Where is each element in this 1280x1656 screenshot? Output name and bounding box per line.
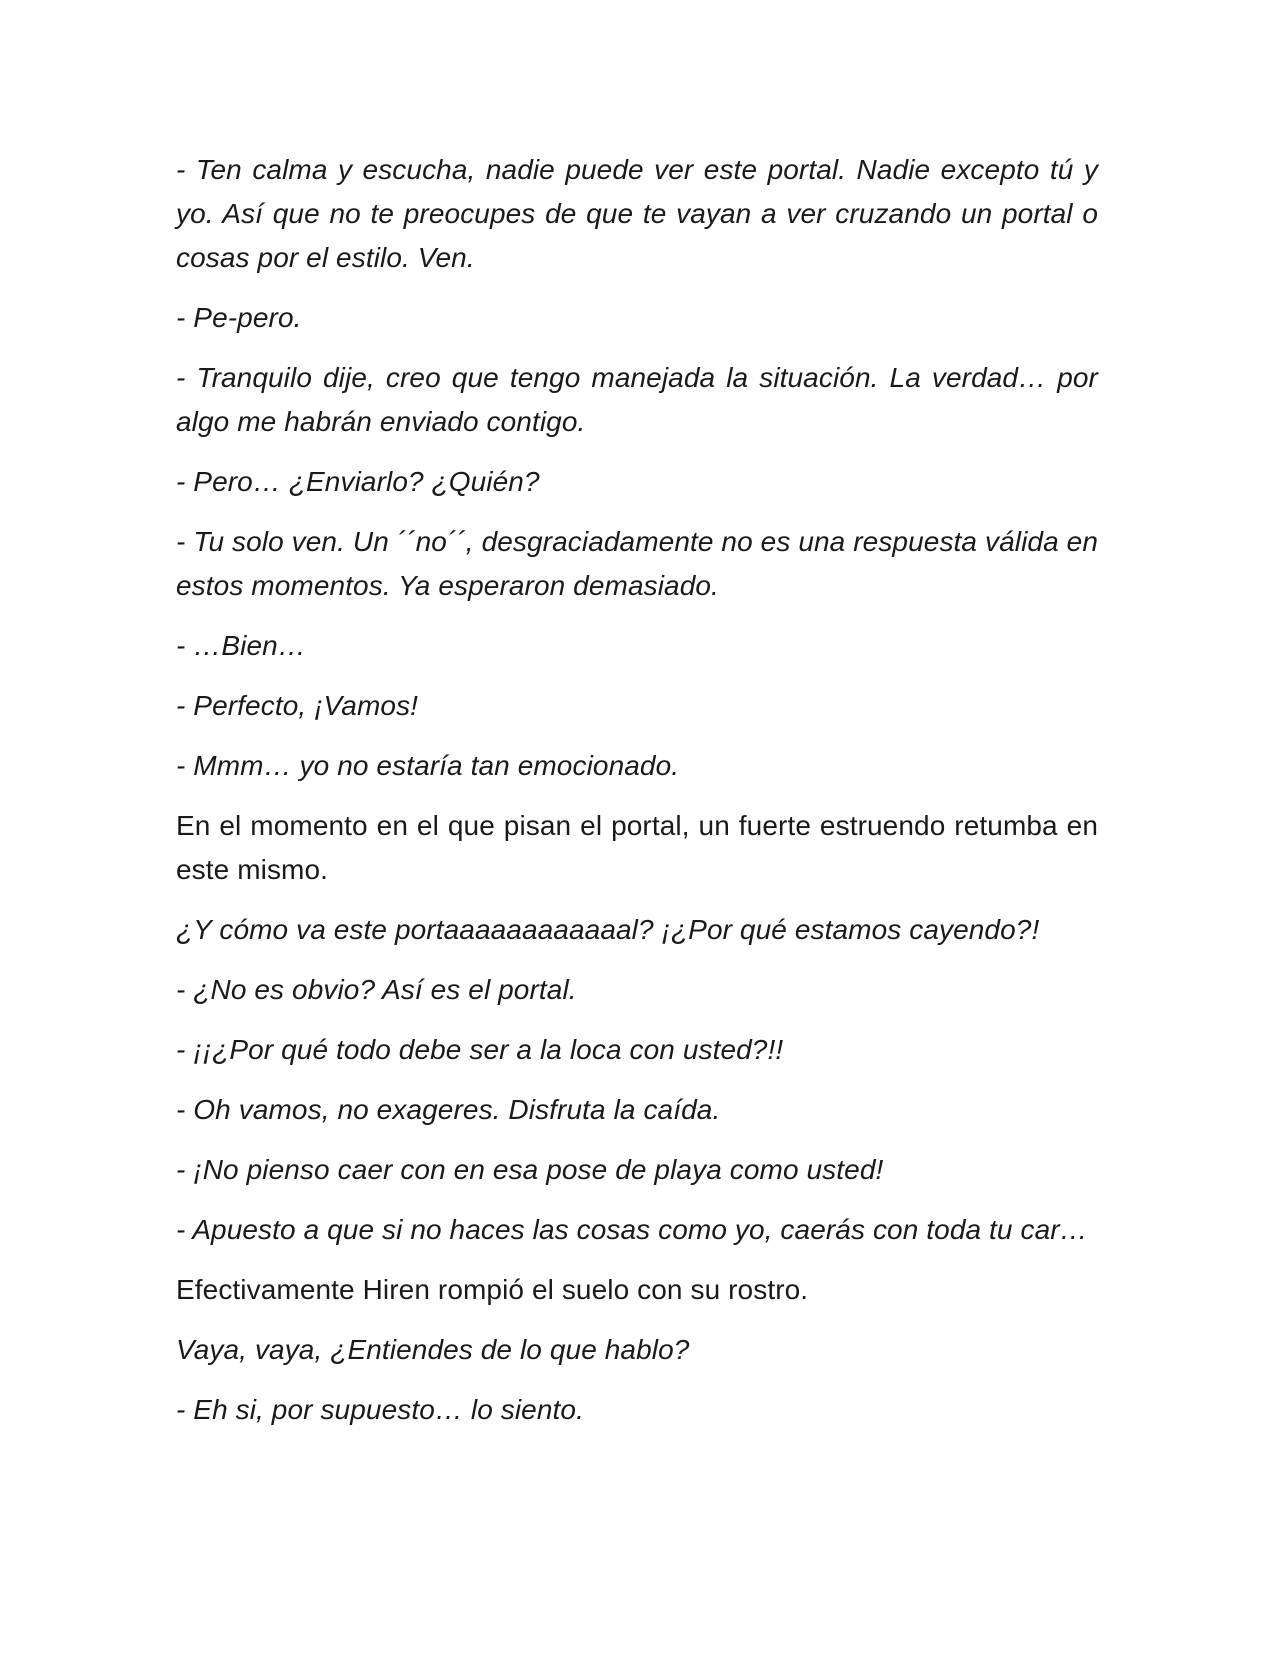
- paragraph: - Perfecto, ¡Vamos!: [176, 690, 419, 721]
- paragraph: - Pero… ¿Enviarlo? ¿Quién?: [176, 466, 540, 497]
- paragraph: - Mmm… yo no estaría tan emocionado.: [176, 750, 680, 781]
- paragraph: Vaya, vaya, ¿Entiendes de lo que hablo?: [176, 1334, 690, 1365]
- paragraph: - ¿No es obvio? Así es el portal.: [176, 974, 577, 1005]
- paragraph: - Ten calma y escucha, nadie puede ver este portal. Nadie excepto tú y yo. Así que no te preocupes de que te vayan a ver cruzando un portal o cosas por el estilo. Ven.: [176, 154, 1098, 273]
- paragraph: - Eh si, por supuesto… lo siento.: [176, 1394, 584, 1425]
- document-page: [176, 148, 1098, 1448]
- paragraph: - ¡¡¿Por qué todo debe ser a la loca con usted?!!: [176, 1034, 784, 1065]
- paragraph: - …Bien…: [176, 630, 306, 661]
- paragraph: ¿Y cómo va este portaaaaaaaaaaaal? ¡¿Por qué estamos cayendo?!: [176, 914, 1040, 945]
- paragraph: - Tranquilo dije, creo que tengo manejada la situación. La verdad… por algo me habrán enviado contigo.: [176, 362, 1098, 437]
- paragraph: En el momento en el que pisan el portal, un fuerte estruendo retumba en este mismo.: [176, 810, 1098, 885]
- paragraph: - Apuesto a que si no haces las cosas como yo, caerás con toda tu car…: [176, 1214, 1088, 1245]
- paragraph: - Pe-pero.: [176, 302, 302, 333]
- paragraph: - ¡No pienso caer con en esa pose de playa como usted!: [176, 1154, 884, 1185]
- paragraph: Efectivamente Hiren rompió el suelo con su rostro.: [176, 1274, 809, 1305]
- paragraph: - Tu solo ven. Un ´´no´´, desgraciadamente no es una respuesta válida en estos momentos. Ya esperaron demasiado.: [176, 526, 1098, 601]
- paragraph: - Oh vamos, no exageres. Disfruta la caída.: [176, 1094, 721, 1125]
